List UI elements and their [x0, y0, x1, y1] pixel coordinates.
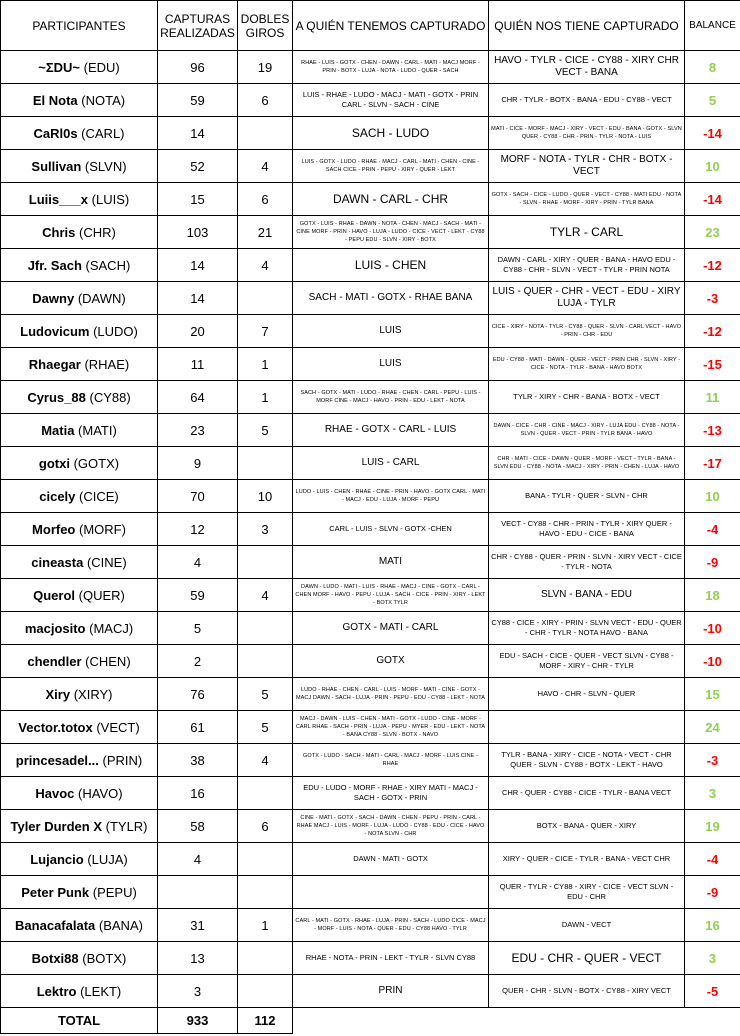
participant-code: (MACJ) — [89, 620, 134, 636]
balance-cell: -9 — [685, 876, 740, 909]
captured-by-cell: CY88 - CICE - XIRY - PRIN - SLVN VECT - EDU - QUER - CHR - TYLR - NOTA HAVO - BANA — [489, 612, 685, 645]
participant-cell — [1, 579, 158, 612]
participant-name: El Nota — [32, 92, 78, 108]
table-row — [1, 117, 740, 150]
captured-by-cell: MORF - NOTA - TYLR - CHR - BOTX - VECT — [489, 150, 685, 183]
double-turns-cell: 5 — [238, 711, 293, 744]
captured-by-cell: XIRY - QUER - CICE - TYLR - BANA - VECT CHR — [489, 843, 685, 876]
balance-cell: -4 — [685, 843, 740, 876]
we-captured-cell: PRIN — [293, 975, 489, 1008]
participant-name: Morfeo — [32, 521, 76, 537]
table-row — [1, 711, 740, 744]
table-row — [1, 744, 740, 777]
captured-by-cell: TYLR - XIRY - CHR - BANA - BOTX - VECT — [489, 381, 685, 414]
table-row — [1, 381, 740, 414]
captures-cell: 61 — [158, 711, 238, 744]
participant-code: (SLVN) — [84, 158, 127, 174]
participant-cell — [1, 51, 158, 84]
we-captured-cell: DAWN - LUDO - MATI - LUIS - RHAE - MACJ - CINE - GOTX - CARL - CHEN MORF - HAVO - PEPU - LUJA - SACH - CICE - PRIN - XIRY - LEKT - BOTX TYLR — [293, 579, 489, 612]
participant-cell — [1, 150, 158, 183]
double-turns-cell — [238, 843, 293, 876]
participant-name: Vector.totox — [18, 719, 93, 735]
table-row — [1, 678, 740, 711]
captures-cell: 5 — [158, 612, 238, 645]
captures-cell: 64 — [158, 381, 238, 414]
participant-name: Matia — [41, 422, 75, 438]
participant-code: (CHEN) — [85, 653, 131, 669]
participant-cell — [1, 315, 158, 348]
participant-cell — [1, 876, 158, 909]
header-we-captured: A QUIÉN TENEMOS CAPTURADO — [293, 1, 489, 51]
we-captured-cell: SACH - GOTX - MATI - LUDO - RHAE - CHEN - CARL - PEPU - LUIS - MORF CINE - MACJ - HAVO - PRIN - EDU - LEKT - NOTA — [293, 381, 489, 414]
table-row — [1, 84, 740, 117]
table-row — [1, 975, 740, 1008]
double-turns-cell — [238, 546, 293, 579]
double-turns-cell: 6 — [238, 84, 293, 117]
double-turns-cell: 3 — [238, 513, 293, 546]
table-row — [1, 546, 740, 579]
double-turns-cell: 1 — [238, 381, 293, 414]
participant-name: Ludovicum — [20, 323, 90, 339]
balance-cell: 10 — [685, 150, 740, 183]
captures-cell: 59 — [158, 579, 238, 612]
balance-cell: -12 — [685, 249, 740, 282]
captured-by-cell: EDU - CY88 - MATI - DAWN - QUER - VECT - PRIN CHR - SLVN - XIRY - CICE - NOTA - TYLR - BANA - HAVO BOTX — [489, 348, 685, 381]
captured-by-cell: GOTX - SACH - CICE - LUDO - QUER - VECT - CY88 - MATI EDU - NOTA - SLVN - RHAE - MORF - XIRY - PRIN - TYLR BANA — [489, 183, 685, 216]
we-captured-cell: LUIS - GOTX - LUDO - RHAE - MACJ - CARL - MATI - CHEN - CINE - SACH CICE - PRIN - PEPU - XIRY - QUER - LEKT — [293, 150, 489, 183]
balance-cell: 10 — [685, 480, 740, 513]
double-turns-cell: 4 — [238, 579, 293, 612]
participant-name: Peter Punk — [21, 884, 90, 900]
captures-cell: 14 — [158, 117, 238, 150]
table-row — [1, 513, 740, 546]
we-captured-cell — [293, 876, 489, 909]
captured-by-cell: TYLR - CARL — [489, 216, 685, 249]
we-captured-cell: DAWN - MATI - GOTX — [293, 843, 489, 876]
total-row — [1, 1008, 740, 1034]
participant-code: (EDU) — [83, 59, 120, 75]
we-captured-cell: LUDO - RHAE - CHEN - CARL - LUIS - MORF - MATI - CINE - GOTX - MACJ DAWN - SACH - LUJA - PRIN - PEPU - EDU - CY88 - LEKT - NOTA — [293, 678, 489, 711]
participant-code: (BOTX) — [82, 950, 127, 966]
participant-code: (LEKT) — [80, 983, 122, 999]
participant-code: (CICE) — [79, 488, 119, 504]
captured-by-cell — [489, 711, 685, 744]
participant-code: (CY88) — [89, 389, 131, 405]
we-captured-cell: GOTX - LUIS - RHAE - DAWN - NOTA - CHEN - MACJ - SACH - MATI - CINE MORF - PRIN - HAVO - LUJA - LUDO - CICE - VECT - LEKT - CY88 - PEPU EDU - SLVN - XIRY - BOTX — [293, 216, 489, 249]
participant-name: Querol — [33, 587, 76, 603]
captured-by-cell: CHR - QUER - CY88 - CICE - TYLR - BANA VECT — [489, 777, 685, 810]
participant-code: (LUIS) — [91, 191, 130, 207]
captures-cell: 3 — [158, 975, 238, 1008]
balance-cell: 3 — [685, 942, 740, 975]
participant-cell — [1, 414, 158, 447]
participant-cell — [1, 810, 158, 843]
participant-name: Banacafalata — [15, 917, 96, 933]
participant-name: cineasta — [31, 554, 84, 570]
balance-cell: 11 — [685, 381, 740, 414]
captures-cell: 4 — [158, 546, 238, 579]
balance-cell: -9 — [685, 546, 740, 579]
total-captures: 933 — [158, 1008, 238, 1034]
participant-name: Tyler Durden X — [10, 818, 102, 834]
captures-cell: 70 — [158, 480, 238, 513]
captured-by-cell: SLVN - BANA - EDU — [489, 579, 685, 612]
captured-by-cell: CHR - CY88 - QUER - PRIN - SLVN - XIRY VECT - CICE - TYLR - NOTA — [489, 546, 685, 579]
header-balance: BALANCE — [685, 1, 740, 51]
double-turns-cell: 10 — [238, 480, 293, 513]
participant-cell — [1, 744, 158, 777]
double-turns-cell — [238, 282, 293, 315]
participant-name: ~ΣDU~ — [38, 59, 81, 75]
participant-cell — [1, 678, 158, 711]
balance-cell: -14 — [685, 183, 740, 216]
participant-code: (PEPU) — [92, 884, 137, 900]
balance-cell: 23 — [685, 216, 740, 249]
participant-name: Sullivan — [31, 158, 82, 174]
double-turns-cell: 1 — [238, 909, 293, 942]
participant-code: (CINE) — [86, 554, 127, 570]
balance-cell: -4 — [685, 513, 740, 546]
balance-cell: -13 — [685, 414, 740, 447]
balance-cell: -3 — [685, 282, 740, 315]
captures-cell: 9 — [158, 447, 238, 480]
table-row — [1, 216, 740, 249]
participant-cell — [1, 546, 158, 579]
captures-cell: 13 — [158, 942, 238, 975]
participant-cell — [1, 645, 158, 678]
table-row — [1, 645, 740, 678]
participant-cell — [1, 942, 158, 975]
balance-cell: 16 — [685, 909, 740, 942]
we-captured-cell: RHAE - LUIS - GOTX - CHEN - DAWN - CARL - MATI - MACJ MORF - PRIN - BOTX - LUJA - NOTA - LUDO - QUER - SACH — [293, 51, 489, 84]
header-captured-by: QUIÉN NOS TIENE CAPTURADO — [489, 1, 685, 51]
captures-cell: 23 — [158, 414, 238, 447]
participant-name: Botxi88 — [31, 950, 79, 966]
participant-code: (XIRY) — [73, 686, 113, 702]
captured-by-cell: LUIS - QUER - CHR - VECT - EDU - XIRY LUJA - TYLR — [489, 282, 685, 315]
table-row — [1, 150, 740, 183]
we-captured-cell: LUDO - LUIS - CHEN - RHAE - CINE - PRIN - HAVO - GOTX CARL - MATI - MACJ - EDU - LUJA - MORF - PEPU — [293, 480, 489, 513]
we-captured-cell: EDU - LUDO - MORF - RHAE - XIRY MATI - MACJ - SACH - GOTX - PRIN — [293, 777, 489, 810]
captures-cell: 31 — [158, 909, 238, 942]
table-body — [1, 51, 740, 1008]
header-participants: PARTICIPANTES — [1, 1, 158, 51]
double-turns-cell: 21 — [238, 216, 293, 249]
we-captured-cell: CARL - MATI - GOTX - RHAE - LUJA - PRIN - SACH - LUDO CICE - MACJ - MORF - LUIS - NOTA - QUER - EDU - CY88 HAVO - TYLR — [293, 909, 489, 942]
captured-by-cell: MATI - CICE - MORF - MACJ - XIRY - VECT - EDU - BANA - GOTX - SLVN QUER - CY88 - CHR - PRIN - TYLR - NOTA - LUIS — [489, 117, 685, 150]
double-turns-cell: 5 — [238, 414, 293, 447]
participant-code: (NOTA) — [81, 92, 126, 108]
total-label: TOTAL — [1, 1008, 158, 1034]
participant-code: (MORF) — [79, 521, 126, 537]
table-row — [1, 480, 740, 513]
participant-code: (HAVO) — [78, 785, 123, 801]
double-turns-cell — [238, 447, 293, 480]
participant-name: Rhaegar — [28, 356, 81, 372]
double-turns-cell — [238, 612, 293, 645]
double-turns-cell: 6 — [238, 810, 293, 843]
captures-cell: 52 — [158, 150, 238, 183]
table-row — [1, 579, 740, 612]
participant-cell — [1, 777, 158, 810]
captured-by-cell: DAWN - CICE - CHR - CINE - MACJ - XIRY - LUJA EDU - CY88 - NOTA - SLVN - QUER - VECT - PRIN - TYLR BANA - HAVO — [489, 414, 685, 447]
participant-cell — [1, 843, 158, 876]
captures-cell: 103 — [158, 216, 238, 249]
captures-cell: 12 — [158, 513, 238, 546]
participant-code: (DAWN) — [77, 290, 126, 306]
balance-cell: -17 — [685, 447, 740, 480]
we-captured-cell: GOTX - MATI - CARL — [293, 612, 489, 645]
participant-code: (QUER) — [78, 587, 125, 603]
participant-cell — [1, 480, 158, 513]
table-row — [1, 843, 740, 876]
participant-name: Havoc — [35, 785, 75, 801]
captured-by-cell: CHR - MATI - CICE - DAWN - QUER - MORF - VECT - TYLR - BANA - SLVN EDU - CY88 - NOTA - MACJ - XIRY - PRIN - CHEN - LUJA - HAVO — [489, 447, 685, 480]
table-row — [1, 348, 740, 381]
table-row — [1, 777, 740, 810]
participant-code: (CHR) — [79, 224, 116, 240]
we-captured-cell: SACH - LUDO — [293, 117, 489, 150]
header-double-turns: DOBLES GIROS — [238, 1, 293, 51]
double-turns-cell — [238, 942, 293, 975]
table-row — [1, 942, 740, 975]
balance-cell: -12 — [685, 315, 740, 348]
we-captured-cell: DAWN - CARL - CHR — [293, 183, 489, 216]
participant-code: (BANA) — [98, 917, 143, 933]
double-turns-cell: 19 — [238, 51, 293, 84]
participant-code: (VECT) — [96, 719, 140, 735]
we-captured-cell: LUIS — [293, 348, 489, 381]
captured-by-cell: DAWN - VECT — [489, 909, 685, 942]
double-turns-cell — [238, 645, 293, 678]
double-turns-cell: 5 — [238, 678, 293, 711]
balance-cell: -3 — [685, 744, 740, 777]
double-turns-cell — [238, 975, 293, 1008]
captures-cell: 16 — [158, 777, 238, 810]
captured-by-cell: BOTX - BANA - QUER - XIRY — [489, 810, 685, 843]
total-empty-cell — [685, 1008, 740, 1034]
table-row — [1, 183, 740, 216]
double-turns-cell: 7 — [238, 315, 293, 348]
double-turns-cell — [238, 777, 293, 810]
balance-cell: 5 — [685, 84, 740, 117]
participant-code: (PRIN) — [102, 752, 143, 768]
participant-cell — [1, 381, 158, 414]
we-captured-cell: RHAE - NOTA - PRIN - LEKT - TYLR - SLVN CY88 — [293, 942, 489, 975]
captured-by-cell: CICE - XIRY - NOTA - TYLR - CY88 - QUER - SLVN - CARL VECT - HAVO - PRIN - CHR - EDU — [489, 315, 685, 348]
participant-name: Jfr. Sach — [27, 257, 82, 273]
participant-cell — [1, 711, 158, 744]
captured-by-cell: QUER - CHR - SLVN - BOTX - CY88 - XIRY VECT — [489, 975, 685, 1008]
balance-cell: -10 — [685, 612, 740, 645]
we-captured-cell: MATI — [293, 546, 489, 579]
participant-cell — [1, 447, 158, 480]
balance-cell: 15 — [685, 678, 740, 711]
captured-by-cell: EDU - SACH - CICE - QUER - VECT SLVN - CY88 - MORF - XIRY - CHR - TYLR — [489, 645, 685, 678]
total-doubles: 112 — [238, 1008, 293, 1034]
captures-cell: 58 — [158, 810, 238, 843]
captures-cell: 11 — [158, 348, 238, 381]
table-row — [1, 810, 740, 843]
we-captured-cell: CARL - LUIS - SLVN - GOTX -CHEN — [293, 513, 489, 546]
participant-cell — [1, 183, 158, 216]
balance-cell: -5 — [685, 975, 740, 1008]
captured-by-cell: TYLR - BANA - XIRY - CICE - NOTA - VECT - CHR QUER - SLVN - CY88 - BOTX - LEKT - HAVO — [489, 744, 685, 777]
captured-by-cell: BANA - TYLR - QUER - SLVN - CHR — [489, 480, 685, 513]
participant-name: Lujancio — [30, 851, 84, 867]
table-row — [1, 315, 740, 348]
captures-cell: 14 — [158, 282, 238, 315]
we-captured-cell: GOTX - LUDO - SACH - MATI - CARL - MACJ - MORF - LUIS CINE - RHAE — [293, 744, 489, 777]
header-row — [1, 1, 740, 51]
captures-cell: 38 — [158, 744, 238, 777]
participant-cell — [1, 513, 158, 546]
participant-cell — [1, 249, 158, 282]
participant-name: cicely — [39, 488, 76, 504]
total-empty-cell — [293, 1008, 489, 1034]
participant-cell — [1, 348, 158, 381]
table-row — [1, 414, 740, 447]
participant-code: (CARL) — [81, 125, 125, 141]
table-row — [1, 876, 740, 909]
participant-cell — [1, 975, 158, 1008]
we-captured-cell: LUIS - CARL — [293, 447, 489, 480]
we-captured-cell: LUIS - CHEN — [293, 249, 489, 282]
we-captured-cell: SACH - MATI - GOTX - RHAE BANA — [293, 282, 489, 315]
captures-cell: 4 — [158, 843, 238, 876]
captures-cell: 15 — [158, 183, 238, 216]
captured-by-cell: EDU - CHR - QUER - VECT — [489, 942, 685, 975]
balance-cell: 18 — [685, 579, 740, 612]
total-empty-cell — [489, 1008, 685, 1034]
double-turns-cell: 1 — [238, 348, 293, 381]
participant-name: CaRl0s — [33, 125, 78, 141]
captures-cell: 59 — [158, 84, 238, 117]
participant-cell — [1, 117, 158, 150]
balance-cell: 19 — [685, 810, 740, 843]
balance-cell: -10 — [685, 645, 740, 678]
captured-by-cell: DAWN - CARL - XIRY - QUER - BANA - HAVO EDU - CY88 - CHR - SLVN - VECT - TYLR - PRIN NOTA — [489, 249, 685, 282]
we-captured-cell: CINE - MATI - GOTX - SACH - DAWN - CHEN - PEPU - PRIN - CARL - RHAE MACJ - LUIS - MORF - LUJA - LUDO - CY88 - EDU - CICE - HAVO - NOTA SLVN - CHR — [293, 810, 489, 843]
table-row — [1, 447, 740, 480]
participant-code: (LUDO) — [93, 323, 138, 339]
we-captured-cell: MACJ - DAWN - LUIS - CHEN - MATI - GOTX - LUDO - CINE - MORF - CARL RHAE - SACH - PRIN - LUJA - PEPU - MYER - EDU - LEKT - NOTA - BANA CY88 - SLVN - BOTX - NAVO — [293, 711, 489, 744]
balance-cell: 8 — [685, 51, 740, 84]
captures-cell — [158, 876, 238, 909]
captures-cell: 20 — [158, 315, 238, 348]
participant-cell — [1, 612, 158, 645]
participant-name: Dawny — [32, 290, 75, 306]
table-row — [1, 51, 740, 84]
participant-name: Luiis___x — [28, 191, 89, 207]
captured-by-cell: QUER - TYLR - CY88 - XIRY - CICE - VECT SLVN - EDU - CHR — [489, 876, 685, 909]
participant-name: macjosito — [24, 620, 86, 636]
captured-by-cell: HAVO - TYLR - CICE - CY88 - XIRY CHR VECT - BANA — [489, 51, 685, 84]
participant-cell — [1, 282, 158, 315]
participant-code: (TYLR) — [105, 818, 148, 834]
we-captured-cell: RHAE - GOTX - CARL - LUIS — [293, 414, 489, 447]
participant-cell — [1, 909, 158, 942]
participant-name: gotxi — [38, 455, 70, 471]
captures-cell: 96 — [158, 51, 238, 84]
participant-code: (RHAE) — [84, 356, 130, 372]
participant-name: Lektro — [36, 983, 77, 999]
we-captured-cell: LUIS - RHAE - LUDO - MACJ - MATI - GOTX - PRIN CARL - SLVN - SACH - CINE — [293, 84, 489, 117]
participant-name: princesadel... — [15, 752, 99, 768]
double-turns-cell: 4 — [238, 150, 293, 183]
participant-code: (MATI) — [78, 422, 117, 438]
double-turns-cell: 6 — [238, 183, 293, 216]
participant-name: Xiry — [45, 686, 71, 702]
balance-cell: -15 — [685, 348, 740, 381]
captured-by-cell: CHR - TYLR - BOTX - BANA - EDU - CY88 - VECT — [489, 84, 685, 117]
double-turns-cell — [238, 876, 293, 909]
captures-cell: 76 — [158, 678, 238, 711]
captures-cell: 2 — [158, 645, 238, 678]
header-captures: CAPTURAS REALIZADAS — [158, 1, 238, 51]
table-row — [1, 282, 740, 315]
balance-cell: 24 — [685, 711, 740, 744]
participant-cell — [1, 216, 158, 249]
we-captured-cell: GOTX — [293, 645, 489, 678]
we-captured-cell: LUIS — [293, 315, 489, 348]
double-turns-cell — [238, 117, 293, 150]
participant-name: Cyrus_88 — [27, 389, 86, 405]
balance-cell: -14 — [685, 117, 740, 150]
captured-by-cell: HAVO - CHR - SLVN - QUER — [489, 678, 685, 711]
participant-name: chendler — [27, 653, 82, 669]
double-turns-cell: 4 — [238, 249, 293, 282]
participant-name: Chris — [42, 224, 76, 240]
double-turns-cell: 4 — [238, 744, 293, 777]
participant-code: (SACH) — [85, 257, 131, 273]
table-row — [1, 612, 740, 645]
participant-code: (LUJA) — [87, 851, 128, 867]
participant-code: (GOTX) — [73, 455, 120, 471]
participant-cell — [1, 84, 158, 117]
captures-cell: 14 — [158, 249, 238, 282]
table-row — [1, 909, 740, 942]
captured-by-cell: VECT - CY88 - CHR - PRIN - TYLR - XIRY QUER - HAVO - EDU - CICE - BANA — [489, 513, 685, 546]
table-row — [1, 249, 740, 282]
balance-cell: 3 — [685, 777, 740, 810]
